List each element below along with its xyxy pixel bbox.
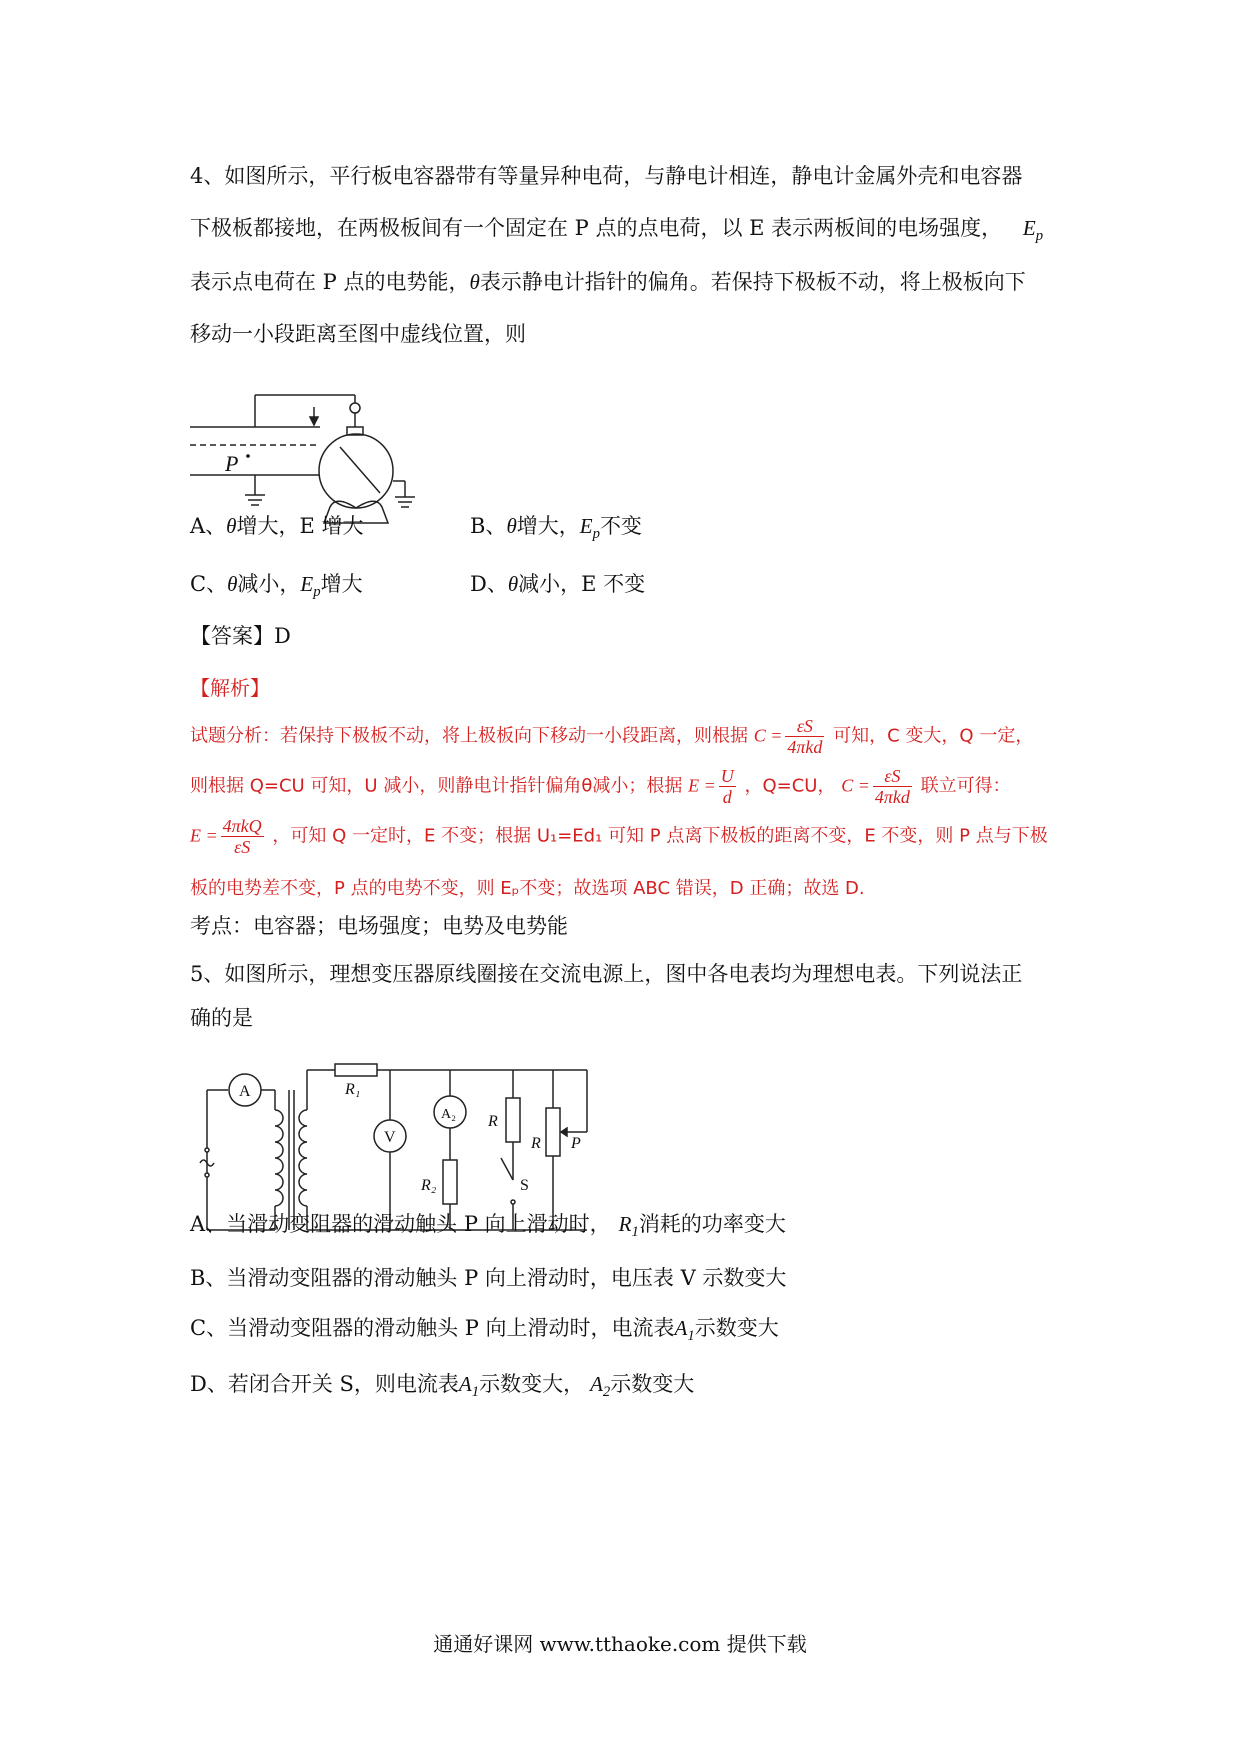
q5-stem-line-1: 5、如图所示，理想变压器原线圈接在交流电源上，图中各电表均为理想电表。下列说法正 [190,962,1023,986]
r-label: R [488,1113,498,1130]
q4-option-c[interactable]: C、θ减小，$E_p$增大 [190,572,363,601]
q5-option-b[interactable]: B、当滑动变阻器的滑动触头 P 向上滑动时，电压表 V 示数变大 [190,1266,787,1290]
theta-symbol: θ [469,270,480,294]
q4-analysis-line-1: 试题分析：若保持下极板不动，将上极板向下移动一小段距离，则根据 C = $\frac{\varepsilon S}{\text{4πkd}}$ 可知，C 变大，Q 一定， [190,716,1034,757]
q4-analysis-heading: 【解析】 [190,676,270,700]
r2-label: R₂ [421,1177,437,1194]
page-footer: 通通好课网 www.tthaoke.com 提供下载 [433,1632,807,1656]
q4-option-b[interactable]: B、θ增大，$E_p$不变 [470,514,642,543]
q4-analysis-line-3: E = $\frac{\text{4πkQ}}{\varepsilon S}$ ，可知 Q 一定时，E 不变；根据 U₁=Ed₁ 可知 P 点离下极板的距离不变，E 不变，则 P 点与下极 [190,816,1048,857]
ep-symbol: $E_p$ [1022,216,1044,245]
q4-stem-line-2-text: 下极板都接地，在两极板间有一个固定在 P 点的点电荷，以 E 表示两板间的电场强度， [190,216,1003,240]
slide-r-label: R [531,1135,541,1152]
q4-analysis-line-4: 板的电势差不变，P 点的电势不变，则 Eₚ不变；故选项 ABC 错误，D 正确；故选 D. [190,878,865,899]
q4-answer: 【答案】D [190,624,291,648]
q4-stem-line-3: 表示点电荷在 P 点的电势能，θ表示静电计指针的偏角。若保持下极板不动，将上极板向下 [190,270,1026,294]
q4-stem-line-2 [190,212,1043,245]
q4-stem-line-1: 4、如图所示，平行板电容器带有等量异种电荷，与静电计相连，静电计金属外壳和电容器 [190,164,1023,188]
ammeter-a2-label: A₂ [441,1107,456,1122]
q5-option-d[interactable]: D、若闭合开关 S，则电流表$A_1$示数变大， $A_2$示数变大 [190,1372,695,1401]
r1-label: R₁ [345,1081,361,1098]
q5-option-c[interactable]: C、当滑动变阻器的滑动触头 P 向上滑动时，电流表$A_1$示数变大 [190,1316,779,1345]
primary-ammeter-label: A [239,1083,251,1100]
q5-option-a[interactable]: A、当滑动变阻器的滑动触头 P 向上滑动时， $R_1$消耗的功率变大 [190,1212,786,1241]
q4-option-a[interactable]: A、θ增大，E 增大 [190,514,364,538]
slider-p-label: P [571,1135,581,1152]
q5-stem-line-2: 确的是 [190,1006,253,1030]
q4-analysis-line-2: 则根据 Q=CU 可知，U 减小，则静电计指针偏角θ减小；根据 E = $\frac{U}{d}$ ，Q=CU， C = $\frac{\varepsilon S}{\text{4πkd}}$ 联立可得： [190,766,1011,807]
q4-kaodian: 考点：电容器；电场强度；电势及电势能 [190,914,568,938]
figure-p-label: P [225,451,239,476]
q4-option-d[interactable]: D、θ减小，E 不变 [470,572,646,596]
q4-stem-line-4: 移动一小段距离至图中虚线位置，则 [190,322,526,346]
switch-s-label: S [520,1177,529,1194]
voltmeter-label: V [384,1129,396,1146]
